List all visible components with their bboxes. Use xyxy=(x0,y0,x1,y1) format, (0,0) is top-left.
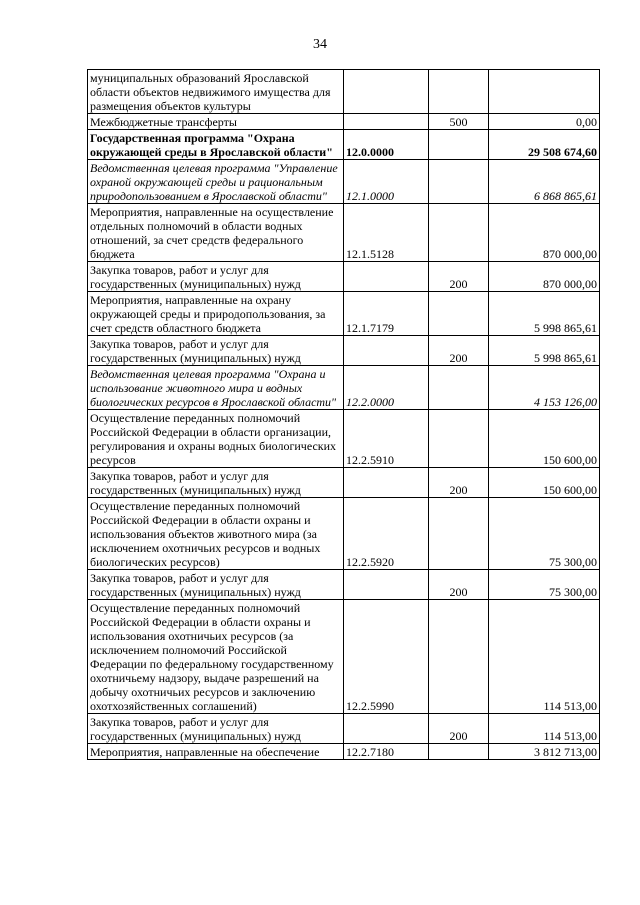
row-expense-type xyxy=(429,70,489,114)
table-row xyxy=(88,130,600,160)
row-code: 12.0.0000 xyxy=(344,130,429,160)
row-amount: 114 513,00 xyxy=(489,600,600,714)
page-number: 34 xyxy=(313,37,327,52)
table-row xyxy=(88,262,600,292)
row-code: 12.1.7179 xyxy=(344,292,429,336)
row-expense-type xyxy=(429,130,489,160)
table-row xyxy=(88,744,600,760)
row-name: Государственная программа "Охрана окружающей среды в Ярославской области" xyxy=(88,130,344,160)
table-row xyxy=(88,468,600,498)
table-row xyxy=(88,410,600,468)
table-row xyxy=(88,366,600,410)
table-row xyxy=(88,70,600,114)
row-code: 12.2.5990 xyxy=(344,600,429,714)
row-amount: 75 300,00 xyxy=(489,570,600,600)
row-expense-type: 200 xyxy=(429,570,489,600)
row-expense-type: 200 xyxy=(429,336,489,366)
row-code: 12.1.5128 xyxy=(344,204,429,262)
table-row xyxy=(88,498,600,570)
row-name: Мероприятия, направленные на охрану окружающей среды и природопользования, за счет средств областного бюджета xyxy=(88,292,344,336)
row-name: Закупка товаров, работ и услуг для государственных (муниципальных) нужд xyxy=(88,468,344,498)
table-row xyxy=(88,160,600,204)
row-expense-type xyxy=(429,744,489,760)
row-expense-type xyxy=(429,204,489,262)
row-expense-type xyxy=(429,292,489,336)
row-name: Межбюджетные трансферты xyxy=(88,114,344,130)
row-amount: 75 300,00 xyxy=(489,498,600,570)
row-expense-type: 500 xyxy=(429,114,489,130)
budget-table xyxy=(87,69,600,760)
table-row xyxy=(88,292,600,336)
row-code xyxy=(344,570,429,600)
row-code: 12.2.0000 xyxy=(344,366,429,410)
row-code: 12.2.7180 xyxy=(344,744,429,760)
row-amount: 5 998 865,61 xyxy=(489,292,600,336)
row-code: 12.1.0000 xyxy=(344,160,429,204)
row-name: Закупка товаров, работ и услуг для государственных (муниципальных) нужд xyxy=(88,570,344,600)
row-code xyxy=(344,336,429,366)
row-name: Осуществление переданных полномочий Российской Федерации в области охраны и использования охотничьих ресурсов (за исключением полномочий Российской Федерации по федеральному государственному охотничьему надзору, выдаче разрешений на добычу охотничьих ресурсов и заключению охотхозяйственных соглашений) xyxy=(88,600,344,714)
row-code: 12.2.5920 xyxy=(344,498,429,570)
row-expense-type xyxy=(429,410,489,468)
row-expense-type xyxy=(429,498,489,570)
row-name: Закупка товаров, работ и услуг для государственных (муниципальных) нужд xyxy=(88,336,344,366)
row-amount: 114 513,00 xyxy=(489,714,600,744)
row-name: Закупка товаров, работ и услуг для государственных (муниципальных) нужд xyxy=(88,262,344,292)
row-expense-type xyxy=(429,160,489,204)
table-row xyxy=(88,336,600,366)
row-name: Мероприятия, направленные на обеспечение xyxy=(88,744,344,760)
row-amount: 6 868 865,61 xyxy=(489,160,600,204)
row-name: Ведомственная целевая программа "Управление охраной окружающей среды и рациональным природопользованием в Ярославской области" xyxy=(88,160,344,204)
row-amount: 870 000,00 xyxy=(489,204,600,262)
row-name: Ведомственная целевая программа "Охрана и использование животного мира и водных биологических ресурсов в Ярославской области" xyxy=(88,366,344,410)
row-code: 12.2.5910 xyxy=(344,410,429,468)
row-expense-type xyxy=(429,366,489,410)
row-amount: 4 153 126,00 xyxy=(489,366,600,410)
row-amount: 150 600,00 xyxy=(489,468,600,498)
row-name: Осуществление переданных полномочий Российской Федерации в области организации, регулирования и охраны водных биологических ресурсов xyxy=(88,410,344,468)
row-code xyxy=(344,262,429,292)
row-code xyxy=(344,468,429,498)
row-amount: 29 508 674,60 xyxy=(489,130,600,160)
table-row xyxy=(88,600,600,714)
row-amount: 0,00 xyxy=(489,114,600,130)
row-amount xyxy=(489,70,600,114)
row-amount: 5 998 865,61 xyxy=(489,336,600,366)
row-code xyxy=(344,70,429,114)
row-code xyxy=(344,114,429,130)
row-amount: 870 000,00 xyxy=(489,262,600,292)
row-name: Осуществление переданных полномочий Российской Федерации в области охраны и использования объектов животного мира (за исключением охотничьих ресурсов и водных биологических ресурсов) xyxy=(88,498,344,570)
table-row xyxy=(88,204,600,262)
table-row xyxy=(88,114,600,130)
row-amount: 3 812 713,00 xyxy=(489,744,600,760)
row-name: муниципальных образований Ярославской области объектов недвижимого имущества для размещения объектов культуры xyxy=(88,70,344,114)
row-expense-type: 200 xyxy=(429,468,489,498)
row-code xyxy=(344,714,429,744)
row-amount: 150 600,00 xyxy=(489,410,600,468)
row-name: Закупка товаров, работ и услуг для государственных (муниципальных) нужд xyxy=(88,714,344,744)
row-expense-type: 200 xyxy=(429,262,489,292)
row-expense-type xyxy=(429,600,489,714)
table-row xyxy=(88,570,600,600)
row-expense-type: 200 xyxy=(429,714,489,744)
row-name: Мероприятия, направленные на осуществление отдельных полномочий в области водных отношений, за счет средств федерального бюджета xyxy=(88,204,344,262)
budget-table-body xyxy=(88,70,600,760)
table-row xyxy=(88,714,600,744)
